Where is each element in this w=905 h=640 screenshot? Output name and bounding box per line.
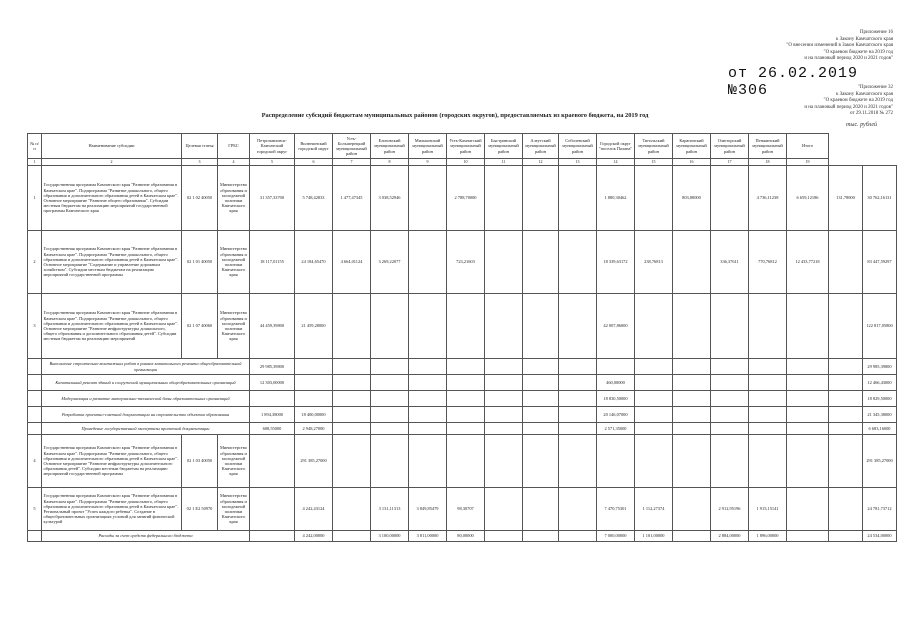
amount-cell: 5 748,42833 — [295, 166, 333, 231]
column-header: Наименование субсидии — [42, 134, 182, 159]
amount-cell — [673, 435, 711, 488]
amount-cell — [409, 166, 447, 231]
header-line: "О краевом бюджете на 2019 год — [823, 49, 893, 55]
column-header: № п/п — [28, 134, 42, 159]
amount-cell — [523, 166, 559, 231]
column-header: Олюторский муниципальный район — [711, 134, 749, 159]
amount-cell: 1 112,27374 — [635, 488, 673, 531]
amount-cell — [829, 488, 863, 531]
amount-cell: 7 470,75301 — [597, 488, 635, 531]
column-header: Итого — [787, 134, 829, 159]
column-number: 19 — [787, 159, 829, 166]
amount-cell — [295, 391, 333, 407]
column-header: Елизовский муниципальный район — [371, 134, 409, 159]
row-number: 3 — [28, 294, 42, 359]
column-number: 3 — [182, 159, 218, 166]
amount-cell — [409, 231, 447, 294]
grbs-name: Министерство образования и молодежной политики Камчатского края — [218, 488, 250, 531]
column-number: 2 — [42, 159, 182, 166]
amount-cell — [829, 423, 863, 435]
amount-cell: 1 477,47345 — [333, 166, 371, 231]
amount-cell: 18 339,63172 — [597, 231, 635, 294]
grbs-name: Министерство образования и молодежной политики Камчатского края — [218, 231, 250, 294]
amount-cell — [409, 435, 447, 488]
column-number: 7 — [333, 159, 371, 166]
amount-cell — [749, 294, 787, 359]
table-row — [28, 488, 897, 531]
column-header: Соболевский муниципальный район — [559, 134, 597, 159]
amount-cell — [673, 359, 711, 375]
column-number: 10 — [447, 159, 485, 166]
amount-cell — [559, 407, 597, 423]
amount-cell — [523, 231, 559, 294]
amount-cell — [447, 294, 485, 359]
target-code: 02 1 E2 50970 — [182, 488, 218, 531]
row-number — [28, 407, 42, 423]
amount-cell: 31 357,33700 — [250, 166, 295, 231]
column-header: Пенжинский муниципальный район — [749, 134, 787, 159]
amount-cell — [829, 359, 863, 375]
amount-cell — [787, 391, 829, 407]
column-header: Тигильский муниципальный район — [635, 134, 673, 159]
amount-cell: 4 242,00000 — [295, 531, 333, 542]
row-total: 24 781,73712 — [863, 488, 897, 531]
amount-cell — [635, 423, 673, 435]
amount-cell — [787, 488, 829, 531]
amount-cell — [333, 391, 371, 407]
amount-cell — [333, 375, 371, 391]
header-line: и на плановый период 2020 и 2021 годов" — [804, 56, 893, 62]
amount-cell — [559, 359, 597, 375]
amount-cell — [485, 391, 523, 407]
appendix-header-bottom — [804, 85, 893, 118]
header-line: и на плановый период 2020 и 2021 годов" — [804, 104, 893, 110]
row-total: 24 534,00000 — [863, 531, 897, 542]
header-line: "О краевом бюджете на 2019 год — [823, 98, 893, 104]
row-number — [28, 375, 42, 391]
amount-cell: 24 184,65470 — [295, 231, 333, 294]
amount-cell — [635, 294, 673, 359]
amount-cell — [371, 407, 409, 423]
amount-cell — [673, 294, 711, 359]
amount-cell — [711, 423, 749, 435]
amount-cell — [673, 423, 711, 435]
amount-cell: 3 269,22077 — [371, 231, 409, 294]
subsidy-name: Государственная программа Камчатского края "Развитие образования в Камчатском крае". Подпрограмма "Развитие дошкольного, общего образования и дополнительного образования детей в Камчатском крае". Основное мероприятие "Содержание и управление дорожным хозяйством". Субсидии местным бюджетам на реализацию мероприятий государственной программы — [42, 231, 182, 294]
amount-cell — [673, 391, 711, 407]
column-header: Вилючинский городской округ — [295, 134, 333, 159]
amount-cell: 4 736,11238 — [749, 166, 787, 231]
amount-cell: 4 242,43124 — [295, 488, 333, 531]
column-number: 5 — [250, 159, 295, 166]
amount-cell: 3 038,52946 — [371, 166, 409, 231]
amount-cell — [673, 531, 711, 542]
amount-cell — [447, 375, 485, 391]
amount-cell — [749, 375, 787, 391]
subitem-name: Выполнение строительно-монтажных работ в рамках капитального ремонта общеобразовательной организации — [42, 359, 250, 375]
header-line: "О внесении изменений в Закон Камчатского края — [786, 43, 893, 49]
date-stamp: от 26.02.2019 №306 — [728, 65, 859, 99]
amount-cell: 7 000,00000 — [597, 531, 635, 542]
amount-cell — [485, 407, 523, 423]
column-header: ГРБС — [218, 134, 250, 159]
amount-cell — [787, 407, 829, 423]
amount-cell: 18 830,50000 — [597, 391, 635, 407]
table-row — [28, 407, 897, 423]
amount-cell — [250, 391, 295, 407]
amount-cell — [673, 407, 711, 423]
column-number: 16 — [673, 159, 711, 166]
column-header: Усть-Камчатский муниципальный район — [447, 134, 485, 159]
amount-cell: 460,00000 — [597, 375, 635, 391]
amount-cell — [371, 294, 409, 359]
amount-cell: 291 385,27000 — [295, 435, 333, 488]
amount-cell: 803,80000 — [673, 166, 711, 231]
row-total: 122 817,05800 — [863, 294, 897, 359]
row-total: 291 385,27000 — [863, 435, 897, 488]
row-number: 2 — [28, 231, 42, 294]
amount-cell: 1 915,15141 — [749, 488, 787, 531]
row-number: 5 — [28, 488, 42, 531]
column-number-row — [28, 159, 897, 166]
amount-cell: 3 131,11313 — [371, 488, 409, 531]
column-header: Усть-Большерецкий муниципальный район — [333, 134, 371, 159]
amount-cell — [711, 359, 749, 375]
column-header: Быстринский муниципальный район — [485, 134, 523, 159]
amount-cell — [787, 375, 829, 391]
amount-cell — [409, 294, 447, 359]
amount-cell — [711, 407, 749, 423]
amount-cell — [711, 435, 749, 488]
amount-cell — [749, 407, 787, 423]
amount-cell — [523, 488, 559, 531]
amount-cell — [749, 435, 787, 488]
subitem-name: Капитальный ремонт зданий и сооружений муниципальных общеобразовательных организаций — [42, 375, 250, 391]
column-number: 17 — [711, 159, 749, 166]
amount-cell — [673, 488, 711, 531]
column-header: Мильковский муниципальный район — [409, 134, 447, 159]
header-line: к Закону Камчатского края — [835, 91, 893, 97]
amount-cell — [829, 435, 863, 488]
appendix-header-top — [786, 30, 893, 63]
amount-cell — [711, 166, 749, 231]
table-row — [28, 435, 897, 488]
amount-cell — [409, 407, 447, 423]
column-header: Городской округ "поселок Палана" — [597, 134, 635, 159]
row-number — [28, 391, 42, 407]
amount-cell — [749, 391, 787, 407]
amount-cell — [635, 375, 673, 391]
grbs-name: Министерство образования и молодежной политики Камчатского края — [218, 166, 250, 231]
amount-cell — [295, 359, 333, 375]
target-code: 02 1 07 40060 — [182, 294, 218, 359]
amount-cell: 4 664,01124 — [333, 231, 371, 294]
amount-cell — [371, 391, 409, 407]
column-number: 9 — [409, 159, 447, 166]
target-code: 02 1 01 40050 — [182, 231, 218, 294]
amount-cell: 1 894,38000 — [250, 407, 295, 423]
amount-cell — [523, 294, 559, 359]
table-row — [28, 166, 897, 231]
amount-cell — [559, 294, 597, 359]
row-total: 30 762,16131 — [863, 166, 897, 231]
amount-cell — [371, 435, 409, 488]
amount-cell: 770,76812 — [749, 231, 787, 294]
amount-cell: 3 849,85479 — [409, 488, 447, 531]
amount-cell — [523, 391, 559, 407]
amount-cell — [485, 166, 523, 231]
amount-cell: 2 788,70000 — [447, 166, 485, 231]
amount-cell — [787, 294, 829, 359]
amount-cell: 44 459,39800 — [250, 294, 295, 359]
table-row — [28, 391, 897, 407]
amount-cell — [749, 359, 787, 375]
amount-cell — [673, 231, 711, 294]
amount-cell — [333, 488, 371, 531]
amount-cell — [447, 359, 485, 375]
amount-cell: 18 117,01155 — [250, 231, 295, 294]
table-row — [28, 294, 897, 359]
target-code: 02 1 02 40050 — [182, 166, 218, 231]
column-header: Целевая статья — [182, 134, 218, 159]
column-header: Алеутский муниципальный район — [523, 134, 559, 159]
column-number: 6 — [295, 159, 333, 166]
amount-cell — [635, 359, 673, 375]
amount-cell — [371, 359, 409, 375]
row-number — [28, 531, 42, 542]
amount-cell — [559, 375, 597, 391]
subitem-name: Разработка проектно-сметной документации на строительство объектов образования — [42, 407, 250, 423]
amount-cell — [333, 531, 371, 542]
column-number: 11 — [485, 159, 523, 166]
amount-cell — [635, 391, 673, 407]
amount-cell — [333, 359, 371, 375]
header-line: "Приложение 32 — [857, 85, 893, 90]
amount-cell: 1 896,00000 — [749, 531, 787, 542]
amount-cell: 42 007,86000 — [597, 294, 635, 359]
row-number: 1 — [28, 166, 42, 231]
subsidy-name: Государственная программа Камчатского края "Развитие образования в Камчатском крае". Подпрограмма "Развитие дошкольного, общего образования и дополнительного образования детей в Камчатском крае". Основное мероприятие "Развитие инфраструктуры дошкольного, общего образования и дополнительного образования детей". Субсидии местным бюджетам на реализацию мероприятий — [42, 294, 182, 359]
amount-cell — [559, 531, 597, 542]
amount-cell: 1 880,30462 — [597, 166, 635, 231]
table-row — [28, 423, 897, 435]
amount-cell — [635, 435, 673, 488]
row-total: 18 829,50000 — [863, 391, 897, 407]
amount-cell: 12 433,77218 — [787, 231, 829, 294]
amount-cell — [559, 231, 597, 294]
amount-cell: 723,21603 — [447, 231, 485, 294]
amount-cell — [371, 423, 409, 435]
row-total: 12 466,43000 — [863, 375, 897, 391]
amount-cell — [371, 375, 409, 391]
amount-cell — [559, 166, 597, 231]
amount-cell — [250, 435, 295, 488]
column-number: 4 — [218, 159, 250, 166]
amount-cell: 98,30707 — [447, 488, 485, 531]
amount-cell — [597, 359, 635, 375]
amount-cell — [635, 407, 673, 423]
subsidy-name: Государственная программа Камчатского края "Развитие образования в Камчатском крае". Подпрограмма "Развитие дошкольного, общего образования и дополнительного образования детей в Камчатском крае". Региональный проект "Успех каждого ребенка". Создание в общеобразовательных организациях условий для занятий физической культурой — [42, 488, 182, 531]
amount-cell — [485, 231, 523, 294]
amount-cell — [250, 531, 295, 542]
amount-cell: 29 985,39800 — [250, 359, 295, 375]
header-line: от 29.11.2018 № 272 — [850, 111, 893, 117]
amount-cell: 1 101,00000 — [635, 531, 673, 542]
subitem-name: Проведение государственной экспертизы проектной документации — [42, 423, 250, 435]
column-number: 1 — [28, 159, 42, 166]
column-number: 18 — [749, 159, 787, 166]
amount-cell: 12 303,00000 — [250, 375, 295, 391]
amount-cell — [447, 407, 485, 423]
amount-cell — [635, 166, 673, 231]
amount-cell — [485, 531, 523, 542]
amount-cell — [333, 407, 371, 423]
column-number: 12 — [523, 159, 559, 166]
table-row — [28, 375, 897, 391]
amount-cell — [409, 423, 447, 435]
amount-cell — [250, 488, 295, 531]
row-number — [28, 423, 42, 435]
table-body — [28, 166, 897, 542]
amount-cell — [559, 488, 597, 531]
amount-cell — [485, 294, 523, 359]
amount-cell — [485, 423, 523, 435]
amount-cell: 20 146,07000 — [597, 407, 635, 423]
amount-cell — [829, 231, 863, 294]
row-number: 4 — [28, 435, 42, 488]
amount-cell: 6 659,12186 — [787, 166, 829, 231]
amount-cell — [333, 423, 371, 435]
amount-cell: 18 400,00000 — [295, 407, 333, 423]
amount-cell — [829, 407, 863, 423]
document-title: Распределение субсидий бюджетам муниципальных районов (городских округов), предоставляемых из краевого бюджета, на 2019 год — [261, 112, 649, 119]
amount-cell — [829, 294, 863, 359]
amount-cell — [559, 423, 597, 435]
row-total: 83 447,59297 — [863, 231, 897, 294]
row-total: 6 683,16000 — [863, 423, 897, 435]
amount-cell: 3 811,00000 — [409, 531, 447, 542]
amount-cell — [447, 435, 485, 488]
amount-cell — [523, 375, 559, 391]
amount-cell — [787, 423, 829, 435]
amount-cell — [409, 375, 447, 391]
amount-cell — [485, 435, 523, 488]
column-number: 8 — [371, 159, 409, 166]
amount-cell: 238,76813 — [635, 231, 673, 294]
amount-cell — [523, 435, 559, 488]
amount-cell — [829, 391, 863, 407]
amount-cell — [673, 375, 711, 391]
subsidy-table — [27, 133, 897, 542]
amount-cell — [787, 531, 829, 542]
header-line: к Закону Камчатского края — [835, 36, 893, 42]
subitem-name: Модернизация и развитие материально-технической базы образовательных организаций — [42, 391, 250, 407]
amount-cell — [409, 391, 447, 407]
subitem-name: Расходы за счет средств федерального бюджета — [42, 531, 250, 542]
amount-cell — [333, 435, 371, 488]
amount-cell — [295, 375, 333, 391]
amount-cell — [749, 423, 787, 435]
amount-cell — [523, 531, 559, 542]
amount-cell: 131,78000 — [829, 166, 863, 231]
amount-cell: 2 884,00000 — [711, 531, 749, 542]
grbs-name: Министерство образования и молодежной политики Камчатского края — [218, 435, 250, 488]
amount-cell: 608,55000 — [250, 423, 295, 435]
row-total: 21 345,38000 — [863, 407, 897, 423]
amount-cell — [523, 359, 559, 375]
table-row — [28, 359, 897, 375]
header-line: Приложение 16 — [859, 30, 893, 35]
amount-cell: 2 912,95196 — [711, 488, 749, 531]
subsidy-name: Государственная программа Камчатского края "Развитие образования в Камчатском крае". Подпрограмма "Развитие дошкольного, общего образования и дополнительного образования детей в Камчатском крае". Основное мероприятие "Развитие общего образования". Субсидии местным бюджетам на реализацию мероприятий государственной программы Камчатского края — [42, 166, 182, 231]
column-header: Петропавловск-Камчатский городской округ — [250, 134, 295, 159]
table-header-row — [28, 134, 897, 159]
column-number: 15 — [635, 159, 673, 166]
amount-cell — [485, 359, 523, 375]
column-number: 13 — [559, 159, 597, 166]
amount-cell — [787, 435, 829, 488]
target-code: 02 1 03 40050 — [182, 435, 218, 488]
amount-cell — [829, 531, 863, 542]
amount-cell — [333, 294, 371, 359]
amount-cell — [829, 375, 863, 391]
amount-cell — [559, 435, 597, 488]
subsidy-name: Государственная программа Камчатского края "Развитие образования в Камчатском крае". Подпрограмма "Развитие дошкольного, общего образования и дополнительного образования детей в Камчатском крае". Основное мероприятие "Развитие инфраструктуры дополнительного образования детей". Субсидии местным бюджетам на реализацию мероприятий государственной программы — [42, 435, 182, 488]
row-total: 29 985,39800 — [863, 359, 897, 375]
amount-cell — [523, 423, 559, 435]
amount-cell — [711, 375, 749, 391]
amount-cell: 2 571,35000 — [597, 423, 635, 435]
units-note: тыс. рублей — [846, 122, 877, 128]
amount-cell — [523, 407, 559, 423]
table-row — [28, 531, 897, 542]
table-row — [28, 231, 897, 294]
grbs-name: Министерство образования и молодежной политики Камчатского края — [218, 294, 250, 359]
amount-cell — [711, 391, 749, 407]
column-header: Карагинский муниципальный район — [673, 134, 711, 159]
amount-cell — [409, 359, 447, 375]
amount-cell — [485, 488, 523, 531]
row-number — [28, 359, 42, 375]
amount-cell — [447, 423, 485, 435]
amount-cell: 2 948,27000 — [295, 423, 333, 435]
amount-cell — [447, 391, 485, 407]
amount-cell — [597, 435, 635, 488]
amount-cell — [485, 375, 523, 391]
amount-cell: 336,37611 — [711, 231, 749, 294]
amount-cell: 21 459,28000 — [295, 294, 333, 359]
amount-cell — [787, 359, 829, 375]
amount-cell: 3 100,00000 — [371, 531, 409, 542]
amount-cell — [559, 391, 597, 407]
amount-cell — [711, 294, 749, 359]
amount-cell: 80,00000 — [447, 531, 485, 542]
column-number: 14 — [597, 159, 635, 166]
